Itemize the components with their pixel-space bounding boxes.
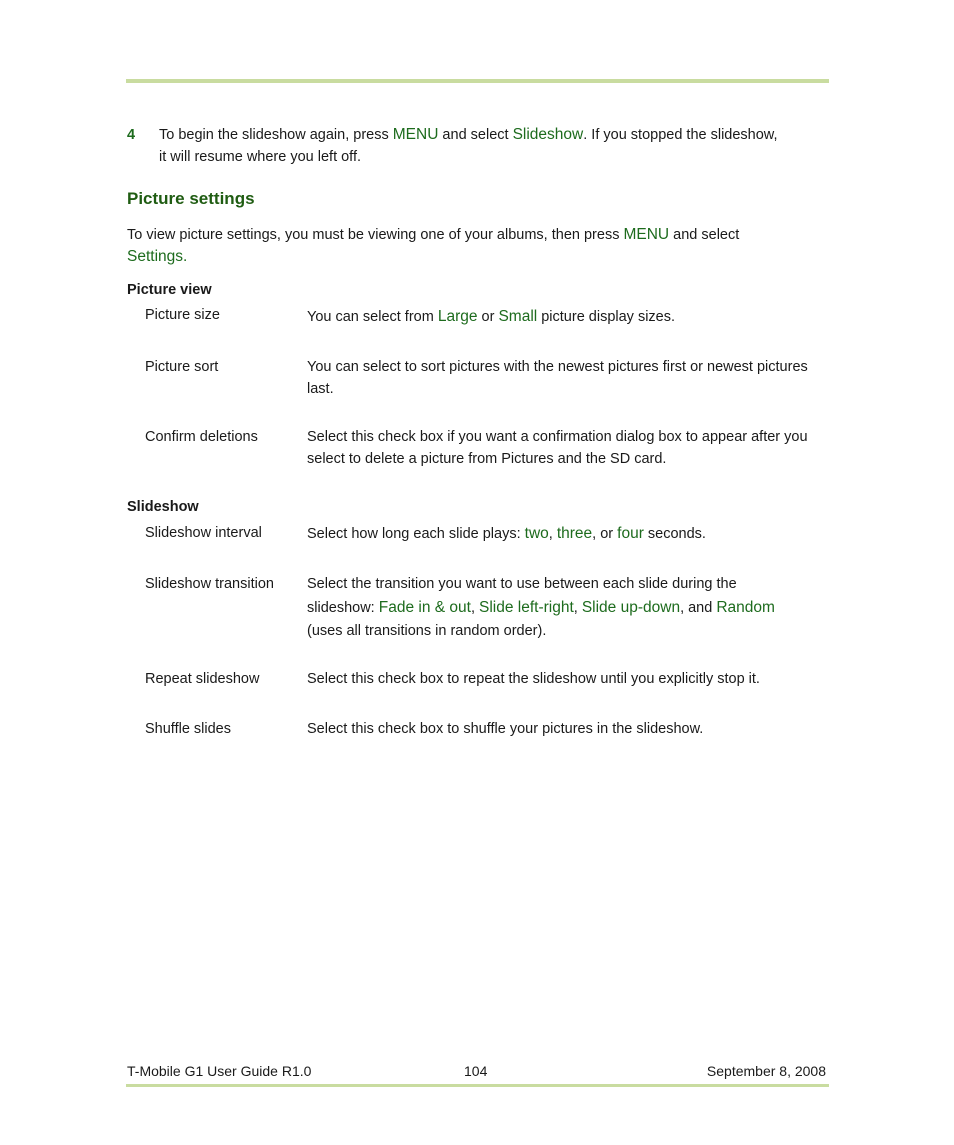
footer-title: T-Mobile G1 User Guide R1.0	[127, 1063, 312, 1079]
picture-size-desc: You can select from Large or Small picture display sizes.	[307, 308, 676, 325]
confirm-deletions-term: Confirm deletions	[145, 429, 258, 445]
slideshow-transition-desc: Select the transition you want to use between each slide during the slideshow: Fade in & out, Slide left-right, Slide up-down, and Random (uses all transitions in random order).	[307, 576, 775, 639]
slideshow-option: Slideshow	[512, 126, 584, 143]
picture-view-heading: Picture view	[127, 282, 212, 298]
slideshow-interval-term: Slideshow interval	[145, 525, 262, 541]
section-intro: To view picture settings, you must be viewing one of your albums, then press MENU and select Settings.	[127, 226, 740, 265]
footer-rule	[126, 1084, 829, 1087]
slideshow-heading: Slideshow	[127, 499, 199, 515]
slideshow-transition-term: Slideshow transition	[145, 576, 274, 592]
shuffle-slides-term: Shuffle slides	[145, 721, 231, 737]
footer-date: September 8, 2008	[706, 1063, 826, 1079]
page-number: 104	[464, 1063, 488, 1079]
step-text: To begin the slideshow again, press MENU and select Slideshow. If you stopped the slideshow, it will resume where you left off.	[159, 126, 778, 165]
slideshow-interval-desc: Select how long each slide plays: two, three, or four seconds.	[307, 525, 706, 542]
repeat-slideshow-term: Repeat slideshow	[145, 671, 260, 687]
picture-size-term: Picture size	[145, 307, 220, 323]
menu-key: MENU	[392, 126, 439, 143]
picture-sort-term: Picture sort	[145, 359, 219, 375]
confirm-deletions-desc: Select this check box if you want a confirmation dialog box to appear after you select to delete a picture from Pictures and the SD card.	[307, 429, 808, 467]
settings-option: Settings.	[127, 248, 188, 265]
section-heading: Picture settings	[127, 189, 255, 208]
repeat-slideshow-desc: Select this check box to repeat the slideshow until you explicitly stop it.	[307, 671, 760, 687]
shuffle-slides-desc: Select this check box to shuffle your pictures in the slideshow.	[307, 721, 704, 737]
step-number: 4	[127, 127, 136, 143]
header-rule	[126, 79, 829, 83]
menu-key: MENU	[623, 226, 670, 243]
picture-sort-desc: You can select to sort pictures with the newest pictures first or newest pictures last.	[307, 359, 808, 397]
